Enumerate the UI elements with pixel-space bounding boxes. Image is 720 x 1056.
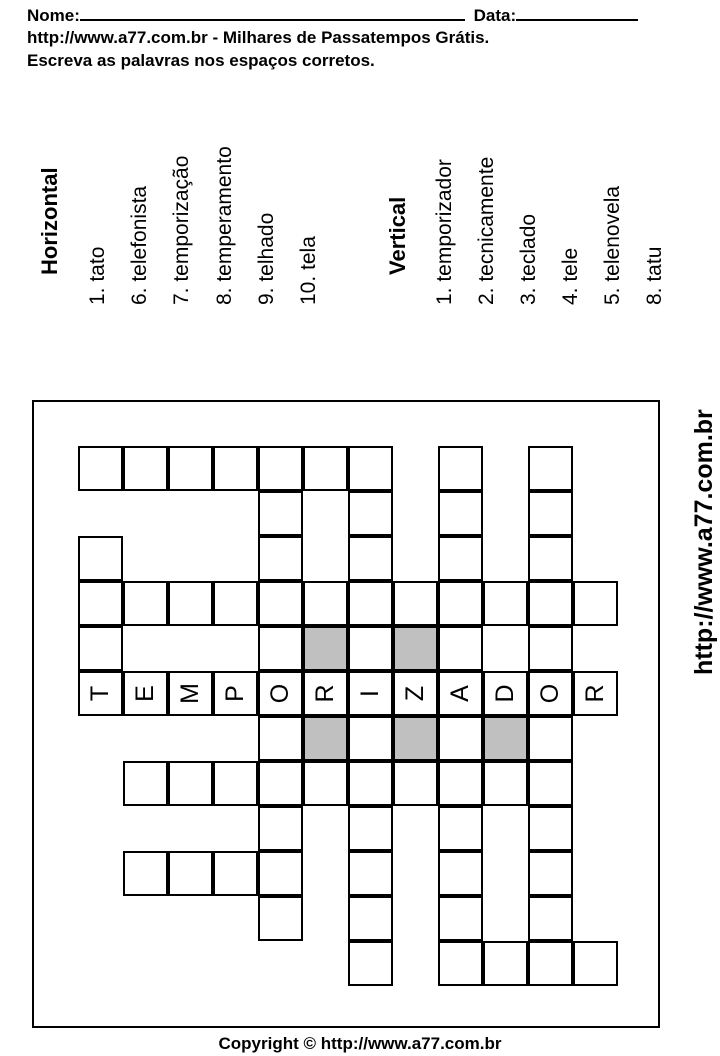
grid-cell[interactable] [573,581,618,626]
horizontal-clue: 8. temperamento [213,146,236,305]
grid-cell[interactable] [573,941,618,986]
grid-cell[interactable] [348,851,393,896]
shaded-cell[interactable] [393,716,438,761]
grid-cell[interactable] [213,851,258,896]
grid-cell[interactable] [483,761,528,806]
instruction: Escreva as palavras nos espaços corretos. [27,51,375,70]
grid-cell[interactable] [213,581,258,626]
grid-cell[interactable] [303,446,348,491]
grid-letter: M [176,683,204,704]
date-label: Data: [473,6,517,25]
grid-cell[interactable] [78,446,123,491]
grid-cell[interactable] [78,581,123,626]
grid-cell[interactable] [258,896,303,941]
grid-cell[interactable] [258,536,303,581]
grid-cell[interactable] [438,491,483,536]
header-name-date-line [27,4,638,26]
grid-cell[interactable] [528,896,573,941]
shaded-cell[interactable] [483,716,528,761]
grid-cell[interactable] [123,446,168,491]
vertical-clue: 4. tele [559,247,582,305]
grid-cell[interactable] [438,896,483,941]
grid-cell[interactable] [258,851,303,896]
horizontal-title: Horizontal [37,167,62,275]
grid-cell[interactable] [528,581,573,626]
grid-letter: P [221,685,249,702]
grid-cell[interactable] [348,536,393,581]
grid-cell[interactable] [483,941,528,986]
grid-cell[interactable] [78,626,123,671]
grid-cell[interactable] [303,761,348,806]
grid-cell[interactable] [528,446,573,491]
grid-cell[interactable] [438,851,483,896]
grid-letter: Z [401,685,429,702]
grid-cell[interactable] [393,761,438,806]
grid-cell[interactable] [168,581,213,626]
grid-letter: A [446,685,474,702]
grid-letter: O [536,683,564,704]
vertical-clue: 5. telenovela [601,185,624,305]
grid-cell[interactable] [438,941,483,986]
grid-cell[interactable] [348,626,393,671]
grid-cell[interactable] [438,536,483,581]
grid-cell[interactable] [258,716,303,761]
horizontal-clue: 1. tato [86,246,109,305]
grid-cell[interactable] [258,761,303,806]
grid-cell[interactable] [348,941,393,986]
grid-cell[interactable] [528,851,573,896]
grid-letter: E [131,685,159,702]
vertical-clue: 1. temporizador [433,159,456,305]
grid-cell[interactable] [348,716,393,761]
vertical-clue: 8. tatu [643,246,666,305]
grid-letter: O [266,683,294,704]
grid-cell[interactable] [78,536,123,581]
grid-cell[interactable] [438,626,483,671]
grid-cell[interactable] [528,716,573,761]
grid-cell[interactable] [438,806,483,851]
grid-cell[interactable] [348,806,393,851]
grid-cell[interactable] [213,446,258,491]
shaded-cell[interactable] [393,626,438,671]
grid-cell[interactable] [123,581,168,626]
grid-cell[interactable] [258,806,303,851]
grid-cell[interactable] [168,446,213,491]
grid-cell[interactable] [438,761,483,806]
grid-cell[interactable] [348,491,393,536]
side-url: http://www.a77.com.br [690,409,718,675]
grid-cell[interactable] [438,446,483,491]
date-blank[interactable] [516,4,638,21]
horizontal-clue: 7. temporização [170,155,193,305]
grid-cell[interactable] [528,941,573,986]
grid-cell[interactable] [528,536,573,581]
grid-letter: R [581,684,609,703]
grid-cell[interactable] [438,581,483,626]
grid-cell[interactable] [348,581,393,626]
grid-cell[interactable] [438,716,483,761]
grid-cell[interactable] [123,761,168,806]
grid-cell[interactable] [348,896,393,941]
horizontal-clue: 6. telefonista [128,185,151,305]
horizontal-clue: 10. tela [297,236,320,305]
grid-cell[interactable] [483,581,528,626]
grid-cell[interactable] [528,761,573,806]
grid-cell[interactable] [258,446,303,491]
grid-cell[interactable] [258,626,303,671]
site-line: http://www.a77.com.br - Milhares de Passatempos Grátis. [27,28,490,47]
grid-letter: D [491,684,519,703]
footer-copyright: Copyright © http://www.a77.com.br [218,1034,502,1053]
horizontal-clue: 9. telhado [255,212,278,305]
grid-letter: I [356,690,384,697]
grid-cell[interactable] [123,851,168,896]
grid-cell[interactable] [213,761,258,806]
grid-cell[interactable] [528,626,573,671]
grid-letter: T [86,685,114,702]
grid-cell[interactable] [393,581,438,626]
shaded-cell[interactable] [303,626,348,671]
grid-cell[interactable] [168,851,213,896]
grid-letter: R [311,684,339,703]
grid-cell[interactable] [258,581,303,626]
shaded-cell[interactable] [303,716,348,761]
grid-cell[interactable] [303,581,348,626]
name-label: Nome: [27,6,80,25]
vertical-clue: 2. tecnicamente [475,156,498,305]
grid-cell[interactable] [528,491,573,536]
grid-cell[interactable] [528,806,573,851]
name-blank[interactable] [80,4,465,21]
grid-cell[interactable] [258,491,303,536]
vertical-title: Vertical [385,196,410,275]
grid-cell[interactable] [348,761,393,806]
vertical-clue: 3. teclado [517,213,540,305]
grid-cell[interactable] [348,446,393,491]
grid-cell[interactable] [168,761,213,806]
